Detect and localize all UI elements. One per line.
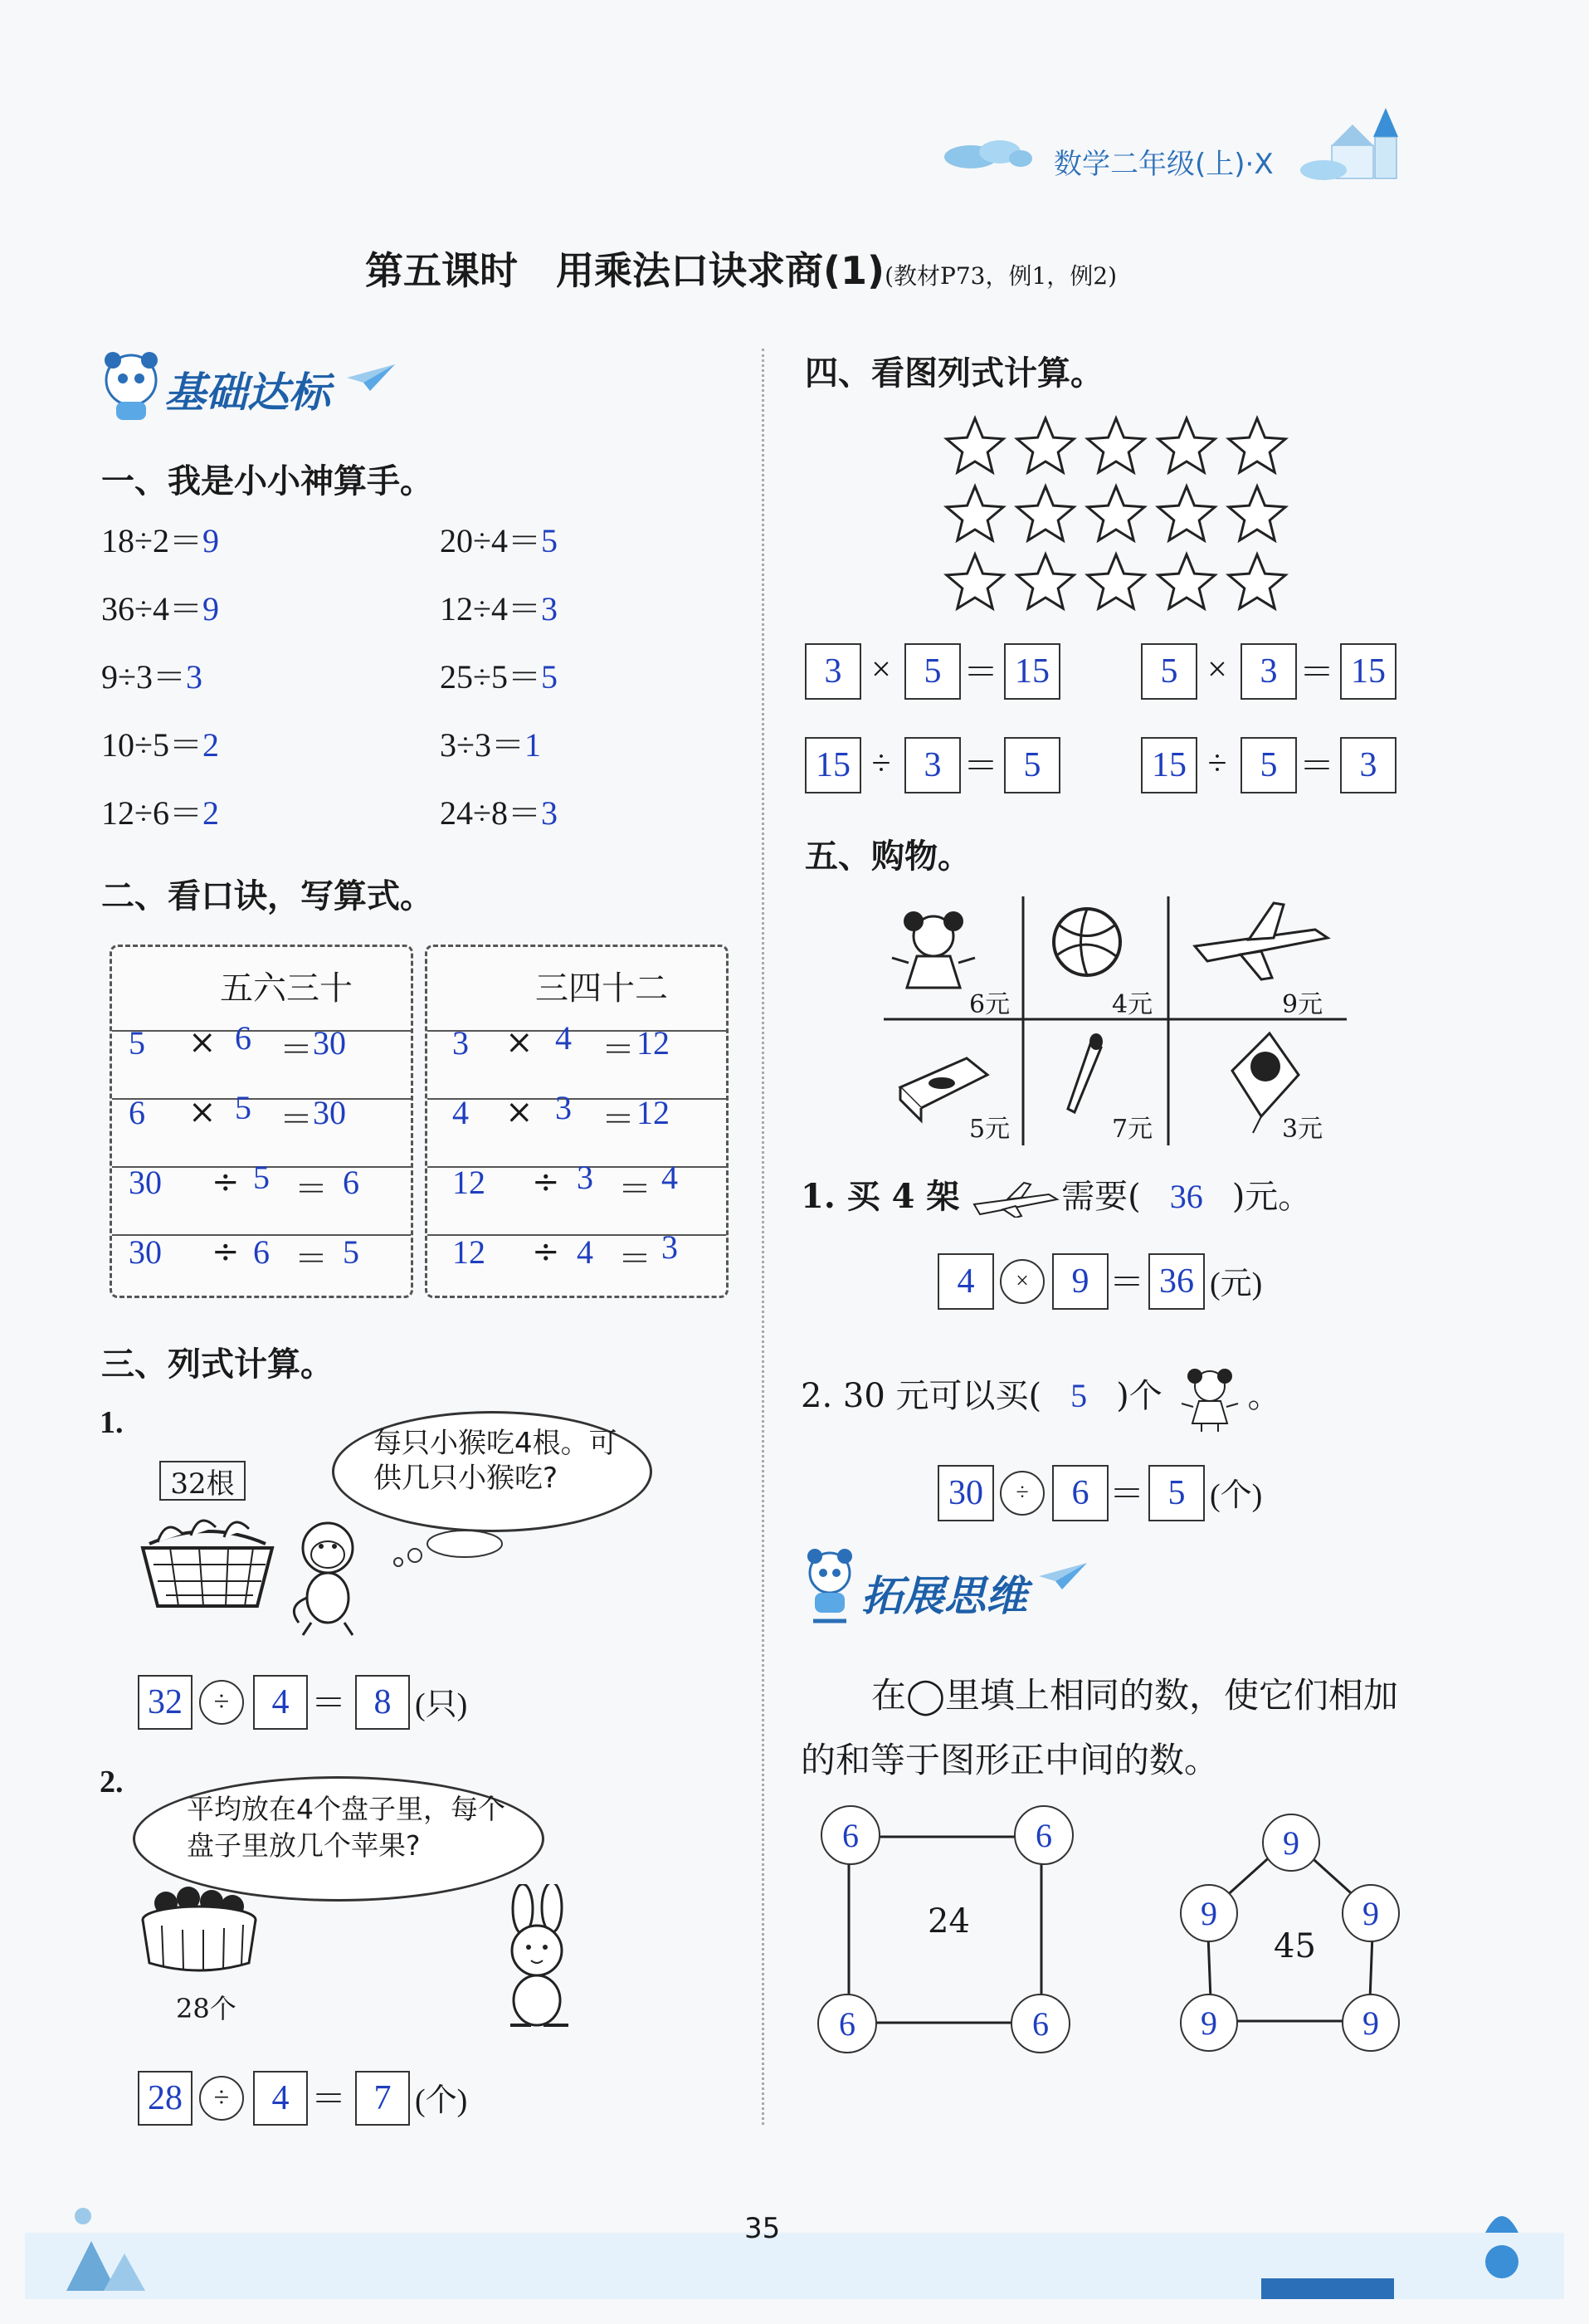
section-badge-extension-label: 拓展思维	[861, 1572, 1027, 1620]
price-label: 4元	[1112, 990, 1153, 1019]
star-icon	[947, 486, 1003, 540]
doll-icon	[892, 911, 975, 988]
q1-expr: 12÷4＝	[440, 590, 541, 627]
answer-box: 36	[1148, 1253, 1205, 1310]
card-row	[129, 1089, 402, 1140]
paper-plane-icon	[347, 361, 397, 394]
operator-circle: ÷	[199, 1680, 244, 1725]
answer-box: 15	[1004, 643, 1060, 700]
extension-instruction-1: 在◯里填上相同的数，使它们相加	[871, 1675, 1399, 1716]
footer-decoration	[25, 2183, 1564, 2299]
q1-answer: 2	[202, 726, 219, 764]
card-row	[452, 1019, 718, 1070]
card-a: 4	[452, 1094, 469, 1131]
card-op: ÷	[212, 1233, 240, 1271]
answer-box: 4	[253, 1675, 308, 1730]
square-corner-circle: 6	[1011, 1994, 1070, 2053]
star-icon	[1158, 418, 1215, 472]
header-decoration-castle	[1299, 100, 1440, 183]
extension-instruction-2: 的和等于图形正中间的数。	[801, 1740, 1220, 1780]
answer-box: 28	[138, 2071, 193, 2126]
q5-s1-mid: 需要(	[1061, 1178, 1141, 1216]
q5-s2-post: )个	[1116, 1377, 1163, 1415]
card-a: 3	[452, 1024, 469, 1062]
q1-row	[101, 719, 219, 787]
book-title: 数学二年级(上)·X	[1054, 148, 1274, 181]
unit-label: (个)	[1210, 1477, 1263, 1513]
equals-sign: ＝	[1109, 1264, 1144, 1302]
price-label: 5元	[969, 1115, 1011, 1144]
card-row	[129, 1159, 402, 1209]
section-badge-basic-label: 基础达标	[164, 369, 330, 417]
speech-bubble-text: 平均放在4个盘子里，每个盘子里放几个苹果?	[187, 1793, 505, 1862]
rhyme-card	[110, 945, 413, 1298]
answer-box: 4	[938, 1253, 994, 1310]
q5-s2-question	[801, 1361, 1280, 1436]
q1-left-col	[101, 515, 219, 855]
unit-label: (个)	[415, 2082, 468, 2118]
q1-answer: 5	[540, 658, 558, 696]
q1-expr: 18÷2＝	[101, 522, 202, 559]
answer-box: 7	[355, 2071, 410, 2126]
card-a: 30	[129, 1164, 162, 1201]
answer-box: 5	[904, 643, 961, 700]
card-a: 5	[129, 1024, 145, 1062]
section-badge-extension	[797, 1548, 1095, 1631]
q1-row	[440, 651, 558, 719]
card-c: 30	[313, 1024, 346, 1062]
q1-row	[440, 787, 558, 855]
card-op: ×	[188, 1023, 217, 1062]
thought-cloud-icon	[382, 1527, 506, 1569]
card-a: 30	[129, 1233, 162, 1271]
card-a: 12	[452, 1233, 485, 1271]
panda-mascot-icon	[98, 349, 164, 423]
card-c: 4	[661, 1159, 678, 1196]
card-b: 6	[253, 1233, 270, 1271]
banana-count-label: 32根	[159, 1461, 246, 1501]
ball-icon	[1054, 909, 1120, 975]
square-center-value: 24	[928, 1902, 970, 1941]
q3-title: 三、列式计算。	[101, 1345, 334, 1384]
airplane-icon	[1195, 903, 1328, 979]
card-row	[129, 1233, 402, 1279]
pentagon-center-value: 45	[1274, 1927, 1316, 1965]
q1-row	[440, 583, 558, 651]
answer-box: 4	[253, 2071, 308, 2126]
star-grid	[942, 415, 1290, 618]
pentagon-vertex-circle: 9	[1342, 1884, 1400, 1942]
q5-s2-answer: 5	[1070, 1377, 1088, 1414]
answer-box: 9	[1052, 1253, 1109, 1310]
card-b: 3	[555, 1089, 572, 1126]
answer-box: 5	[1141, 643, 1197, 700]
equals-sign: ＝	[1299, 654, 1334, 692]
star-icon	[947, 554, 1003, 608]
card-row	[452, 1089, 718, 1140]
panda-skater-icon	[797, 1548, 863, 1627]
card-eq: ＝	[295, 1240, 328, 1278]
operator-circle: ×	[1000, 1259, 1045, 1304]
card-eq: ＝	[602, 1031, 635, 1069]
card-a: 12	[452, 1164, 485, 1201]
equals-sign: ＝	[1299, 748, 1334, 786]
paper-plane-icon	[1039, 1560, 1089, 1593]
column-divider	[762, 349, 764, 2125]
doll-icon	[1172, 1361, 1247, 1436]
price-label: 3元	[1282, 1115, 1323, 1144]
q5-title: 五、购物。	[805, 837, 971, 876]
card-eq: ＝	[280, 1031, 313, 1069]
q1-answer: 2	[202, 794, 219, 832]
card-c: 12	[636, 1024, 670, 1062]
q5-s1-question	[801, 1170, 1311, 1218]
q2-title: 二、看口诀，写算式。	[101, 877, 433, 915]
answer-box: 15	[1141, 737, 1197, 793]
star-icon	[1088, 554, 1144, 608]
card-eq: ＝	[602, 1101, 635, 1139]
header-decoration-cloud	[942, 137, 1033, 170]
operator-sign: ÷	[871, 745, 891, 783]
answer-box: 5	[1240, 737, 1297, 793]
q5-s1-post: )元。	[1231, 1178, 1312, 1216]
price-label: 6元	[969, 990, 1011, 1019]
operator-sign: ×	[1207, 651, 1227, 689]
star-icon	[1229, 486, 1285, 540]
card-op: ×	[505, 1093, 534, 1131]
q1-expr: 10÷5＝	[101, 726, 202, 764]
q1-answer: 1	[524, 726, 541, 764]
answer-box: 5	[1004, 737, 1060, 793]
card-b: 5	[253, 1159, 270, 1196]
star-icon	[1017, 486, 1074, 540]
pentagon-vertex-circle: 9	[1262, 1814, 1320, 1872]
card-c: 30	[313, 1094, 346, 1131]
operator-sign: ÷	[1207, 745, 1227, 783]
q1-title: 一、我是小小神算手。	[101, 462, 433, 500]
card-b: 4	[555, 1019, 572, 1057]
lesson-title	[365, 241, 1117, 295]
card-op: ÷	[532, 1163, 560, 1201]
star-icon	[1088, 418, 1144, 472]
section-badge-basic	[98, 344, 397, 427]
equals-sign: ＝	[963, 748, 998, 786]
rhyme-text: 五六三十	[220, 969, 353, 1008]
card-row	[129, 1019, 402, 1070]
answer-box: 3	[904, 737, 961, 793]
q1-expr: 20÷4＝	[440, 522, 541, 559]
rhyme-text: 三四十二	[535, 969, 668, 1008]
q1-row	[440, 515, 558, 583]
q1-row	[101, 515, 219, 583]
q1-answer: 3	[540, 590, 558, 627]
q1-answer: 9	[202, 590, 219, 627]
star-icon	[1017, 418, 1074, 472]
square-corner-circle: 6	[821, 1805, 880, 1865]
q1-expr: 25÷5＝	[440, 658, 541, 696]
star-icon	[1158, 486, 1215, 540]
q3-p2-number: 2.	[100, 1765, 124, 1799]
q1-answer: 3	[540, 794, 558, 832]
equals-sign: ＝	[963, 654, 998, 692]
airplane-icon	[970, 1181, 1061, 1218]
card-b: 5	[235, 1089, 251, 1126]
q1-row	[101, 651, 219, 719]
star-icon	[1088, 486, 1144, 540]
card-c: 12	[636, 1094, 670, 1131]
square-corner-circle: 6	[817, 1994, 877, 2053]
pentagon-vertex-circle: 9	[1342, 1994, 1400, 2052]
card-b: 6	[235, 1019, 251, 1057]
pentagon-vertex-circle: 9	[1180, 1994, 1238, 2052]
q5-s2-pre: 2. 30 元可以买(	[801, 1377, 1042, 1415]
answer-box: 3	[1240, 643, 1297, 700]
card-op: ÷	[532, 1233, 560, 1271]
apple-count-label: 28个	[176, 1993, 236, 2024]
q1-answer: 9	[202, 522, 219, 559]
q1-row	[101, 787, 219, 855]
card-c: 6	[343, 1164, 359, 1201]
card-c: 3	[661, 1228, 678, 1266]
card-row	[452, 1159, 718, 1209]
star-icon	[1229, 554, 1285, 608]
rabbit-illustration	[485, 1884, 593, 2034]
apple-basket-illustration	[137, 1880, 261, 1975]
q5-s1-answer: 36	[1169, 1178, 1203, 1215]
answer-box: 3	[1340, 737, 1396, 793]
operator-sign: ×	[871, 651, 891, 689]
star-icon	[1158, 554, 1215, 608]
q1-expr: 9÷3＝	[101, 658, 186, 696]
card-b: 4	[577, 1233, 593, 1271]
answer-box: 8	[355, 1675, 410, 1730]
answer-box: 32	[138, 1675, 193, 1730]
answer-box: 5	[1148, 1465, 1205, 1521]
q5-s2-tail: 。	[1247, 1377, 1281, 1415]
card-a: 6	[129, 1094, 145, 1131]
card-c: 5	[343, 1233, 359, 1271]
card-op: ×	[505, 1023, 534, 1062]
unit-label: (元)	[1210, 1266, 1263, 1301]
unit-label: (只)	[415, 1687, 468, 1722]
q1-expr: 24÷8＝	[440, 794, 541, 832]
price-label: 7元	[1112, 1115, 1153, 1144]
q3-p1-number: 1.	[100, 1405, 124, 1440]
card-row	[452, 1228, 718, 1279]
card-eq: ＝	[280, 1101, 313, 1139]
monkey-illustration	[282, 1515, 382, 1639]
speech-bubble-text: 每只小猴吃4根。可供几只小猴吃?	[373, 1427, 617, 1495]
operator-circle: ÷	[1000, 1471, 1045, 1516]
card-eq: ＝	[618, 1170, 651, 1208]
q1-row	[440, 719, 558, 787]
pentagon-vertex-circle: 9	[1180, 1884, 1238, 1942]
equals-sign: ＝	[310, 1685, 346, 1723]
answer-box: 15	[1340, 643, 1396, 700]
q1-row	[101, 583, 219, 651]
star-icon	[1017, 554, 1074, 608]
page-number: 35	[744, 2212, 781, 2245]
price-label: 9元	[1282, 990, 1323, 1019]
lesson-reference: (教材P73，例1，例2)	[885, 262, 1118, 290]
q1-expr: 36÷4＝	[101, 590, 202, 627]
banana-basket-illustration	[133, 1502, 282, 1610]
q1-answer: 5	[540, 522, 558, 559]
q1-right-col	[440, 515, 558, 855]
equals-sign: ＝	[1109, 1476, 1144, 1514]
rhyme-card	[425, 945, 729, 1298]
card-op: ×	[188, 1093, 217, 1131]
operator-circle: ÷	[199, 2076, 244, 2121]
answer-box: 15	[805, 737, 861, 793]
lesson-title-text: 第五课时 用乘法口诀求商(1)	[365, 248, 885, 293]
q5-s1-pre: 1. 买 4 架	[801, 1177, 960, 1216]
card-eq: ＝	[295, 1170, 328, 1208]
answer-box: 6	[1052, 1465, 1109, 1521]
q1-expr: 12÷6＝	[101, 794, 202, 832]
brush-icon	[1068, 1033, 1103, 1112]
card-b: 3	[577, 1159, 593, 1196]
q1-answer: 3	[185, 658, 202, 696]
q4-title: 四、看图列式计算。	[805, 354, 1104, 393]
q1-expr: 3÷3＝	[440, 726, 524, 764]
square-corner-circle: 6	[1014, 1805, 1074, 1865]
answer-box: 3	[805, 643, 861, 700]
equals-sign: ＝	[310, 2081, 346, 2119]
card-op: ÷	[212, 1163, 240, 1201]
star-icon	[947, 418, 1003, 472]
answer-box: 30	[938, 1465, 994, 1521]
star-icon	[1229, 418, 1285, 472]
card-eq: ＝	[618, 1240, 651, 1278]
